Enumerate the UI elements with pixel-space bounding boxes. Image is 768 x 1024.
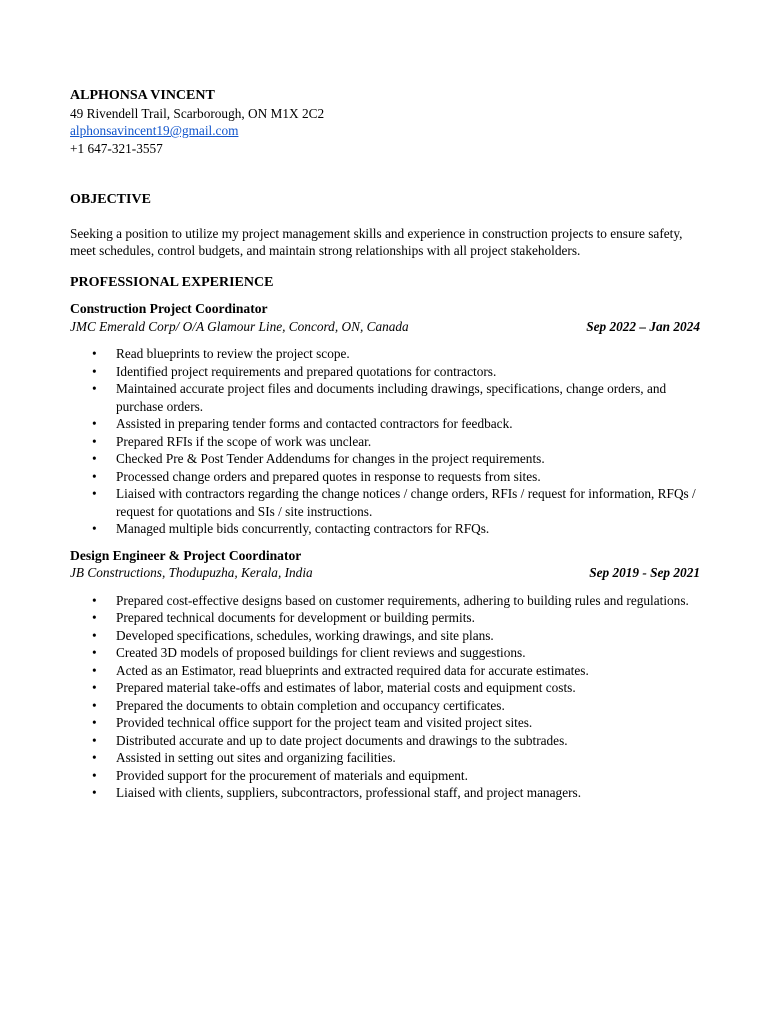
- job-bullets: [70, 345, 700, 538]
- bullet-item: • Assisted in setting out sites and organizing facilities.: [116, 749, 700, 767]
- resume-page: [70, 87, 700, 802]
- job-title: Construction Project Coordinator: [70, 301, 268, 316]
- job-company: JMC Emerald Corp/ O/A Glamour Line, Concord, ON, Canada: [70, 318, 409, 334]
- bullet-item: • Prepared the documents to obtain completion and occupancy certificates.: [116, 697, 700, 715]
- bullet-item: • Liaised with contractors regarding the change notices / change orders, RFIs / request for information, RFQs / request for quotations and SIs / site instructions.: [116, 485, 700, 520]
- job-company: JB Constructions, Thodupuzha, Kerala, India: [70, 565, 313, 580]
- objective-text: Seeking a position to utilize my project management skills and experience in construction projects to ensure safety, meet schedules, control budgets, and maintain strong relationships with all project stakeholders.: [70, 225, 683, 258]
- bullet-item: • Prepared cost-effective designs based on customer requirements, adhering to building rules and regulations.: [116, 592, 700, 610]
- phone: +1 647-321-3557: [70, 140, 163, 156]
- bullet-item: • Prepared RFIs if the scope of work was unclear.: [116, 433, 700, 451]
- bullet-item: • Liaised with clients, suppliers, subcontractors, professional staff, and project managers.: [116, 784, 700, 802]
- bullet-item: • Checked Pre & Post Tender Addendums for changes in the project requirements.: [116, 450, 700, 468]
- bullet-item: • Processed change orders and prepared quotes in response to requests from sites.: [116, 468, 700, 486]
- job-entry: [70, 547, 700, 802]
- job-company-line: [70, 564, 700, 582]
- job-dates: Sep 2019 - Sep 2021: [589, 565, 700, 580]
- bullet-item: • Created 3D models of proposed buildings for client reviews and suggestions.: [116, 644, 700, 662]
- objective-heading: OBJECTIVE: [70, 192, 151, 207]
- experience-heading: PROFESSIONAL EXPERIENCE: [70, 274, 274, 290]
- job-company-line: [70, 318, 700, 336]
- bullet-item: • Acted as an Estimator, read blueprints and extracted required data for accurate estimates.: [116, 662, 700, 680]
- candidate-name: ALPHONSA VINCENT: [70, 88, 215, 103]
- email-link[interactable]: alphonsavincent19@gmail.com: [70, 123, 239, 138]
- job-entry: [70, 300, 700, 538]
- bullet-item: • Managed multiple bids concurrently, contacting contractors for RFQs.: [116, 520, 700, 538]
- address: 49 Rivendell Trail, Scarborough, ON M1X 2C2: [70, 105, 325, 121]
- bullet-item: • Prepared material take-offs and estimates of labor, material costs and equipment costs.: [116, 679, 700, 697]
- bullet-item: • Assisted in preparing tender forms and contacted contractors for feedback.: [116, 415, 700, 433]
- bullet-item: • Prepared technical documents for development or building permits.: [116, 609, 700, 627]
- contact-block: [70, 87, 700, 157]
- bullet-item: • Maintained accurate project files and documents including drawings, specifications, change orders, and purchase orders.: [116, 380, 700, 415]
- job-dates: Sep 2022 – Jan 2024: [586, 318, 700, 334]
- job-title: Design Engineer & Project Coordinator: [70, 547, 302, 563]
- bullet-item: • Read blueprints to review the project scope.: [116, 345, 700, 363]
- bullet-item: • Distributed accurate and up to date project documents and drawings to the subtrades.: [116, 732, 700, 750]
- bullet-item: • Identified project requirements and prepared quotations for contractors.: [116, 363, 700, 381]
- job-bullets: [70, 592, 700, 802]
- bullet-item: • Provided technical office support for the project team and visited project sites.: [116, 714, 700, 732]
- bullet-item: • Provided support for the procurement of materials and equipment.: [116, 767, 700, 785]
- bullet-item: • Developed specifications, schedules, working drawings, and site plans.: [116, 627, 700, 645]
